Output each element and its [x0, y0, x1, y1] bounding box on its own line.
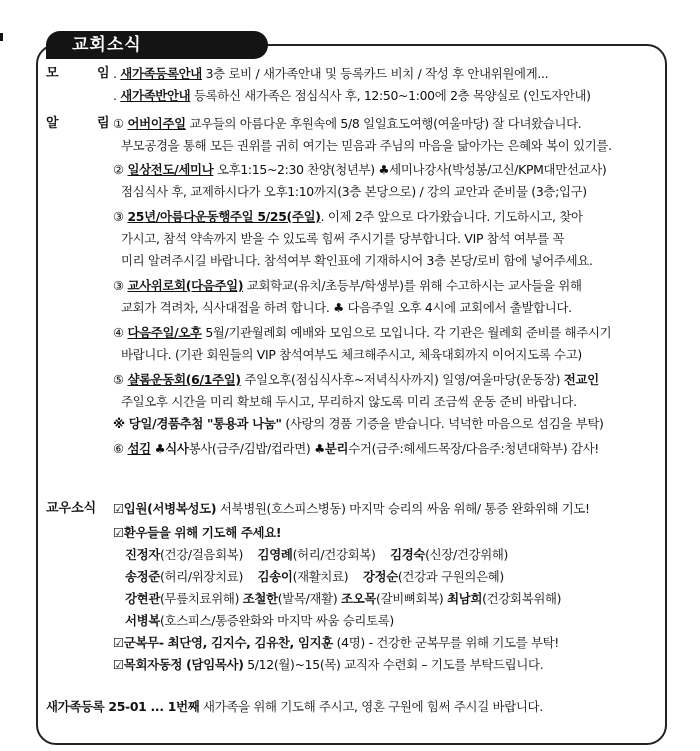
label-moim-b: 임: [97, 66, 110, 81]
notice-6: ⑤ 샬롬운동회(6/1주일) 주일오후(점심식사후~저녁식사까지) 일영/여울마당(운동장) 전교인: [113, 372, 599, 387]
patients-row-3: 강현관(무릎치료위해) 조철한(발목/재활) 조오목(갈비뼈회복) 최남희(건강회복위해): [125, 591, 562, 606]
margin-tick: [0, 33, 3, 41]
member-pastor: ☑목회자동정 (담임목사) 5/12(월)~15(목) 교직자 수련회 – 기도를 부탁드립니다.: [113, 657, 544, 672]
moim-item-2: . 새가족반안내 등록하신 새가족은 점심식사 후, 12:50~1:00에 2층 목양실로 (인도자안내): [113, 88, 591, 103]
patients-row-1: 진정자(건강/걸음회복) 김영례(허리/건강회복) 김경숙(신장/건강위해): [125, 547, 509, 562]
notice-1-line2: 부모공경을 통해 모든 권위를 귀히 여기는 믿음과 주님의 마음을 닮아가는 은혜와 복이 있기를.: [121, 138, 612, 153]
notice-3-line3: 미리 알려주시길 바랍니다. 참석여부 확인표에 기재하시어 3층 본당/로비 함에 넣어주세요.: [121, 253, 593, 268]
notice-4: ③ 교사위로회(다음주일) 교회학교(유치/초등부/학생부)를 위해 수고하시는 교사들을 위해: [113, 278, 582, 293]
notice-6-note: ※ 당일/경품추첨 "통용과 나눔" (사랑의 경품 기증을 받습니다. 넉넉한 마음으로 섬김을 부탁): [113, 416, 604, 431]
member-military: ☑군복무- 최단영, 김지수, 김유찬, 임지훈 (4명) - 건강한 군복무를 위해 기도를 부탁!: [113, 635, 559, 650]
notice-7: ⑥ 섬김 ♣식사봉사(금주/김밥/컵라면) ♣분리수거(금주:헤세드목장/다음주:청년대학부) 감사!: [113, 441, 599, 456]
notice-5-line2: 바랍니다. (기관 회원들의 VIP 참석여부도 체크해주시고, 체육대회까지 이어지도록 수고): [121, 347, 582, 362]
moim-item-1: . 새가족등록안내 3층 로비 / 새가족안내 및 등록카드 비치 / 작성 후 안내위원에게...: [113, 66, 549, 81]
section-title-tab: [46, 31, 268, 59]
notice-3-line2: 가시고, 참석 약속까지 받을 수 있도록 힘써 주시기를 당부합니다. VIP 참석 여부를 꼭: [121, 231, 565, 246]
patients-row-4: 서병복(호스피스/통증완화와 마지막 싸움 승리토록): [125, 613, 394, 628]
notice-3: ③ 25년/아름다운동행주일 5/25(주일). 이제 2주 앞으로 다가왔습니다. 기도하시고, 찾아: [113, 209, 583, 224]
notice-2: ② 일상전도/세미나 오후1:15~2:30 찬양(청년부) ♣세미나강사(박성봉/고신/KPM대만선교사): [113, 162, 607, 177]
notice-1: ① 어버이주일 교우들의 아름다운 후원속에 5/8 일일효도여행(여울마당) 잘 다녀왔습니다.: [113, 116, 582, 131]
newfamily-line: 새가족등록 25-01 ... 1번째 새가족을 위해 기도해 주시고, 영혼 구원에 힘써 주시길 바랍니다.: [46, 699, 543, 714]
member-prayer-head: ☑환우들을 위해 기도해 주세요!: [113, 525, 282, 540]
notice-5: ④ 다음주일/오후 5월/기관월례회 예배와 모임으로 모입니다. 각 기관은 월례회 준비를 해주시기: [113, 325, 612, 340]
member-hospital: ☑입원(서병복성도) 서북병원(호스피스병동) 마지막 승리의 싸움 위해/ 통증 완화위해 기도!: [113, 501, 590, 516]
label-moim-a: 모: [46, 66, 59, 81]
page-title: 교회소식: [72, 35, 142, 55]
label-alrim-b: 림: [97, 116, 110, 131]
notice-6-line2: 주일오후 시간을 미리 확보해 두시고, 무리하지 않도록 미리 조금씩 운동 준비 바랍니다.: [121, 394, 577, 409]
label-members: 교우소식: [46, 501, 97, 516]
label-alrim-a: 알: [46, 116, 59, 131]
patients-row-2: 송정준(허리/위장치료) 김송이(재활치료) 강정순(건강과 구원의은혜): [125, 569, 504, 584]
notice-4-line2: 교회가 격려차, 식사대접을 하려 합니다. ♣ 다음주일 오후 4시에 교회에서 출발합니다.: [121, 300, 572, 315]
notice-2-line2: 점심식사 후, 교제하시다가 오후1:10까지(3층 본당으로) / 강의 교안과 준비물 (3층;입구): [121, 184, 587, 199]
